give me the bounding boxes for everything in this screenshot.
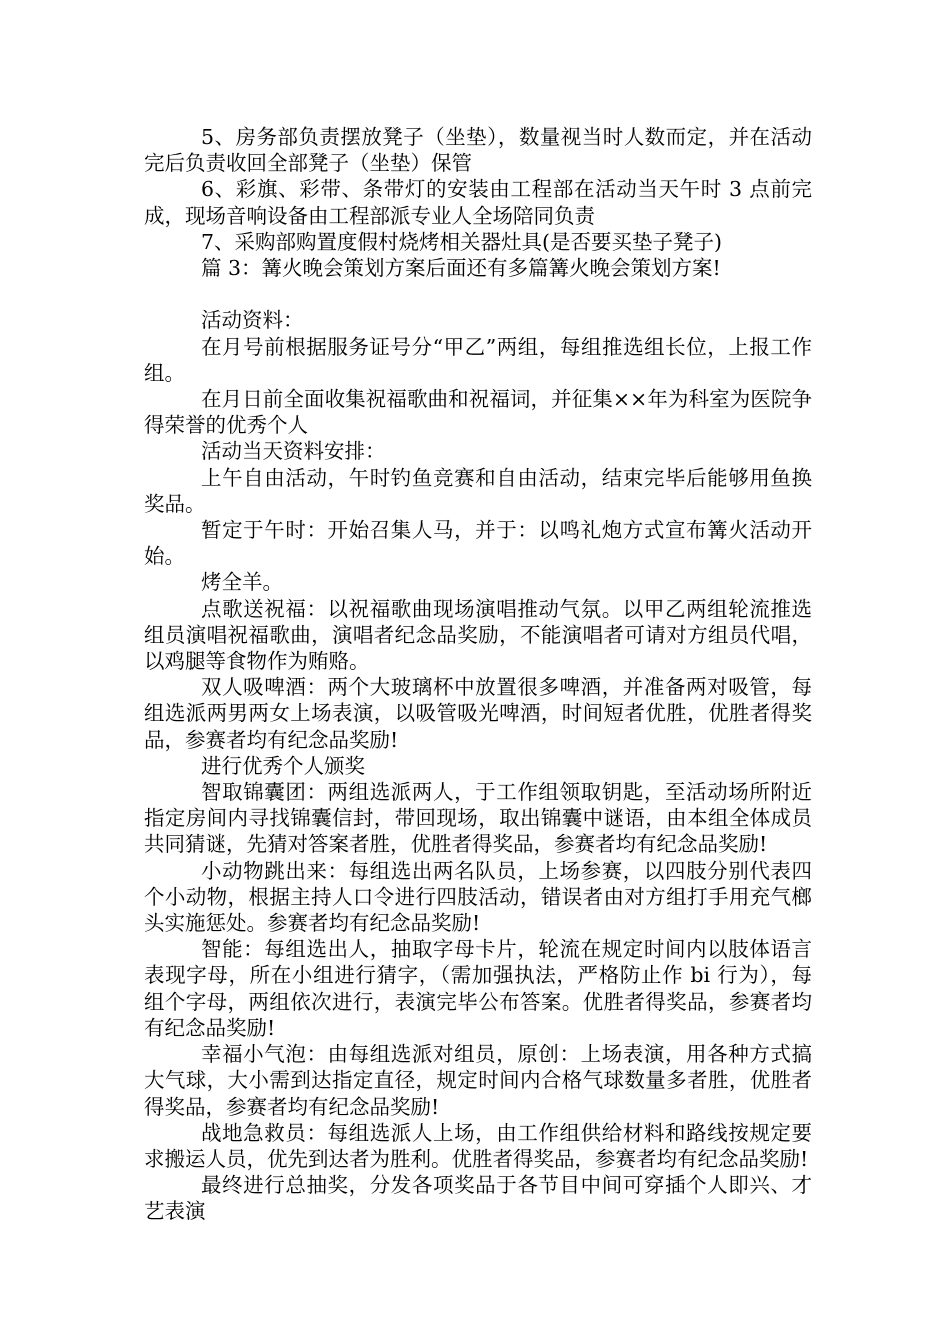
paragraph-day-schedule-heading: 活动当天资料安排： (201, 439, 386, 464)
paragraph-song-blessing: 点歌送祝福：以祝福歌曲现场演唱推动气氛。以甲乙两组轮流推选组员演唱祝福歌曲，演唱者纪念品奖励，不能演唱者可请对方组员代唱，以鸡腿等食物作为贿赂。 (144, 596, 812, 674)
paragraph-beer-sipping: 双人吸啤酒：两个大玻璃杯中放置很多啤酒，并准备两对吸管，每组选派两男两女上场表演，以吸管吸光啤酒，时间短者优胜，优胜者得奖品，参赛者均有纪念品奖励! (144, 675, 812, 752)
paragraph-roast-lamb: 烤全羊。 (201, 570, 283, 595)
paragraph-balloon-game: 幸福小气泡：由每组选派对组员，原创：上场表演，用各种方式搞大气球，大小需到达指定直径，规定时间内合格气球数量多者胜，优胜者得奖品，参赛者均有纪念品奖励! (144, 1042, 812, 1119)
paragraph-collect-songs: 在月日前全面收集祝福歌曲和祝福词，并征集××年为科室为医院争得荣誉的优秀个人 (144, 387, 812, 438)
paragraph-flags-lights-sound: 6、彩旗、彩带、条带灯的安装由工程部在活动当天午时 3 点前完成，现场音响设备由工程部派专业人全场陪同负责 (144, 177, 812, 228)
paragraph-housekeeping-stools: 5、房务部负责摆放凳子（坐垫），数量视当时人数而定，并在活动完后负责收回全部凳子（坐垫）保管 (144, 125, 812, 176)
paragraph-section-3-title: 篇 3：篝火晚会策划方案后面还有多篇篝火晚会策划方案! (201, 256, 721, 281)
paragraph-purchasing-bbq: 7、采购部购置度假村烧烤相关器灶具(是否要买垫子凳子) (201, 229, 723, 254)
paragraph-bonfire-start: 暂定于午时：开始召集人马，并于：以鸣礼炮方式宣布篝火活动开始。 (144, 518, 812, 569)
paragraph-activity-materials: 活动资料： (201, 308, 304, 333)
paragraph-animal-game: 小动物跳出来：每组选出两名队员，上场参赛，以四肢分别代表四个小动物，根据主持人口令进行四肢活动，错误者由对方组打手用充气榔头实施惩处。参赛者均有纪念品奖励! (144, 858, 812, 936)
paragraph-treasure-hunt: 智取锦囊团：两组选派两人，于工作组领取钥匙，至活动场所附近指定房间内寻找锦囊信封，带回现场，取出锦囊中谜语，由本组全体成员共同猜谜，先猜对答案者胜，优胜者得奖品，参赛者均有纪念品奖励! (144, 780, 812, 857)
paragraph-letter-charades: 智能：每组选出人，抽取字母卡片，轮流在规定时间内以肢体语言表现字母，所在小组进行猜字，（需加强执法，严格防止作 bi 行为），每组个字母，两组依次进行，表演完毕公布答案。优胜者得奖品，参赛者均有纪念品奖励! (144, 937, 812, 1040)
paragraph-final-lottery: 最终进行总抽奖，分发各项奖品于各节目中间可穿插个人即兴、才艺表演 (144, 1173, 812, 1224)
paragraph-rescue-game: 战地急救员：每组选派人上场，由工作组供给材料和路线按规定要求搬运人员，优先到达者为胜利。优胜者得奖品，参赛者均有纪念品奖励! (144, 1120, 812, 1171)
document-body (144, 124, 812, 1225)
paragraph-group-split: 在月号前根据服务证号分“甲乙”两组，每组推选组长位，上报工作组。 (144, 334, 812, 385)
paragraph-awards: 进行优秀个人颁奖 (201, 753, 365, 778)
blank-line (144, 281, 812, 307)
paragraph-morning-activities: 上午自由活动，午时钓鱼竞赛和自由活动，结束完毕后能够用鱼换奖品。 (144, 465, 812, 516)
